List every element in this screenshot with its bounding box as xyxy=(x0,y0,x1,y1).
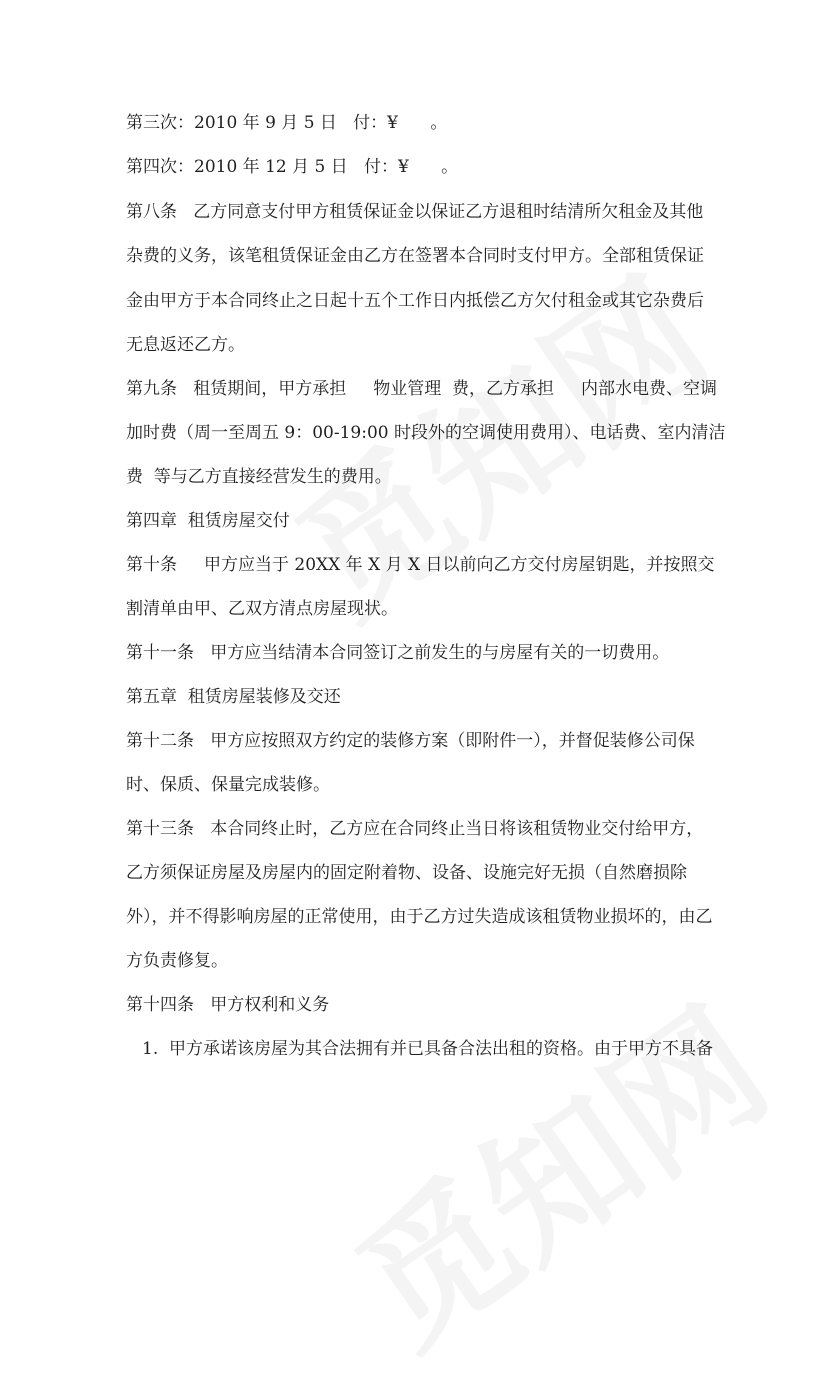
article-11: 第十一条 甲方应当结清本合同签订之前发生的与房屋有关的一切费用。 xyxy=(126,643,670,663)
article-8-line-4: 无息返还乙方。 xyxy=(126,335,245,355)
article-13-line-2: 乙方须保证房屋及房屋内的固定附着物、设备、设施完好无损（自然磨损除 xyxy=(126,863,687,883)
article-12-line-1: 第十二条 甲方应按照双方约定的装修方案（即附件一），并督促装修公司保 xyxy=(126,731,695,751)
article-9-line-3: 费 等与乙方直接经营发生的费用。 xyxy=(126,467,392,487)
article-13-line-4: 方负责修复。 xyxy=(126,951,228,971)
article-8-line-2: 杂费的义务，该笔租赁保证金由乙方在签署本合同时支付甲方。全部租赁保证 xyxy=(126,246,704,266)
article-8-line-3: 金由甲方于本合同终止之日起十五个工作日内抵偿乙方欠付租金或其它杂费后 xyxy=(126,291,704,311)
chapter-5-heading: 第五章 租赁房屋装修及交还 xyxy=(126,687,341,707)
article-9-line-2: 加时费（周一至周五 9：00-19:00 时段外的空调使用费用）、电话费、室内清洁 xyxy=(126,423,726,443)
watermark xyxy=(309,950,802,1385)
article-9-line-1: 第九条 租赁期间，甲方承担 物业管理 费，乙方承担 内部水电费、空调 xyxy=(126,379,718,399)
article-10-line-2: 割清单由甲、乙双方清点房屋现状。 xyxy=(126,599,398,619)
article-13-line-3: 外），并不得影响房屋的正常使用，由于乙方过失造成该租赁物业损坏的，由乙 xyxy=(126,907,713,927)
article-10-line-1: 第十条 甲方应当于 20XX 年 X 月 X 日以前向乙方交付房屋钥匙，并按照交 xyxy=(126,555,715,575)
article-13-line-1: 第十三条 本合同终止时，乙方应在合同终止当日将该租赁物业交付给甲方， xyxy=(126,819,704,839)
article-8-line-1: 第八条 乙方同意支付甲方租赁保证金以保证乙方退租时结清所欠租金及其他 xyxy=(126,202,704,222)
payment-third: 第三次：2010 年 9 月 5 日 付：¥ 。 xyxy=(126,113,448,133)
chapter-4-heading: 第四章 租赁房屋交付 xyxy=(126,511,290,531)
payment-fourth: 第四次：2010 年 12 月 5 日 付：¥ 。 xyxy=(126,157,459,177)
list-item-1: 1. 甲方承诺该房屋为其合法拥有并已具备合法出租的资格。由于甲方不具备 xyxy=(142,1039,714,1059)
article-12-line-2: 时、保质、保量完成装修。 xyxy=(126,775,330,795)
article-14-heading: 第十四条 甲方权利和义务 xyxy=(126,995,330,1015)
